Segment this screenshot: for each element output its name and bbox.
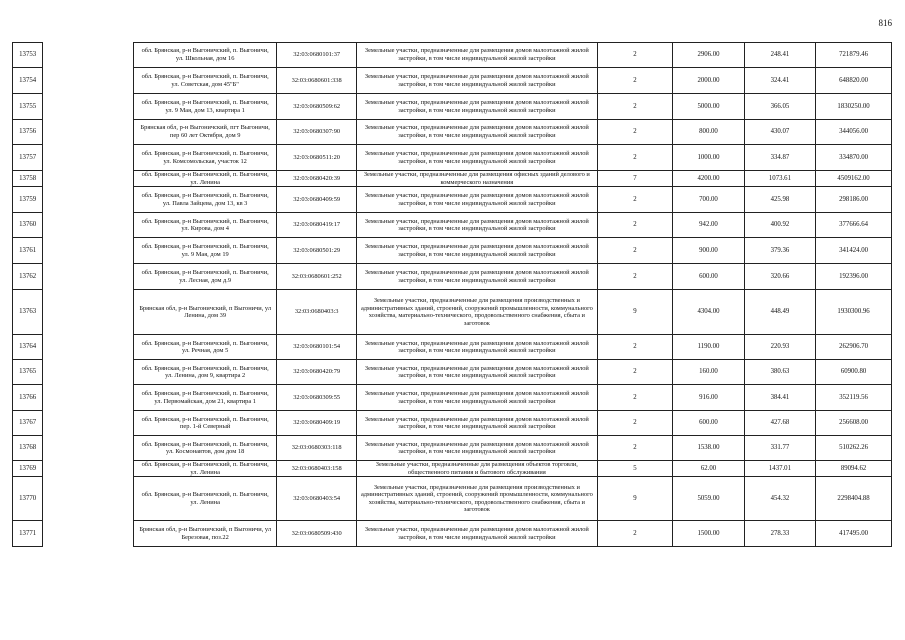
specific-value-cell: 400.92 <box>744 213 815 238</box>
address-cell: Брянская обл, р-н Выгоничский, п Выгоничи, ул Березовая, поз.22 <box>134 521 277 547</box>
cadastral-value-cell: 648820.00 <box>816 68 892 94</box>
area-cell: 5059.00 <box>673 477 744 521</box>
area-cell: 4304.00 <box>673 290 744 335</box>
row-number-cell: 13770 <box>13 477 43 521</box>
specific-value-cell: 1437.01 <box>744 461 815 477</box>
spacer-cell <box>43 264 134 290</box>
table-row <box>13 187 892 213</box>
address-cell: обл. Брянская, р-н Выгоничский, п. Выгоничи, ул. 9 Мая, дом 19 <box>134 238 277 264</box>
table-row <box>13 43 892 68</box>
group-cell: 2 <box>597 68 673 94</box>
address-cell: обл. Брянская, р-н Выгоничский, п. Выгоничи, ул. 9 Мая, дом 13, квартира 1 <box>134 94 277 120</box>
address-cell: обл. Брянская, р-н Выгоничский, п. Выгоничи, пер. 1-й Северный <box>134 411 277 436</box>
land-use-cell: Земельные участки, предназначенные для размещения домов малоэтажной жилой застройки, в том числе индивидуальной жилой застройки <box>357 335 597 360</box>
specific-value-cell: 248.41 <box>744 43 815 68</box>
cadastral-number-cell: 32:03:0680403:3 <box>277 290 357 335</box>
land-use-cell: Земельные участки, предназначенные для размещения домов малоэтажной жилой застройки, в том числе индивидуальной жилой застройки <box>357 411 597 436</box>
land-use-cell: Земельные участки, предназначенные для размещения производственных и административных зданий, строений, сооружений промышленности, коммунального хозяйства, материально-технического, продовольственного снабжения, сбыта и заготовок <box>357 290 597 335</box>
address-cell: обл. Брянская, р-н Выгоничский, п. Выгоничи, ул. Ленина <box>134 171 277 187</box>
cadastral-value-cell: 256608.00 <box>816 411 892 436</box>
area-cell: 700.00 <box>673 187 744 213</box>
spacer-cell <box>43 521 134 547</box>
row-number-cell: 13754 <box>13 68 43 94</box>
table-row <box>13 477 892 521</box>
row-number-cell: 13758 <box>13 171 43 187</box>
row-number-cell: 13766 <box>13 385 43 411</box>
area-cell: 2000.00 <box>673 68 744 94</box>
group-cell: 2 <box>597 213 673 238</box>
row-number-cell: 13767 <box>13 411 43 436</box>
cadastral-value-cell: 344056.00 <box>816 120 892 145</box>
spacer-cell <box>43 238 134 264</box>
row-number-cell: 13763 <box>13 290 43 335</box>
cadastral-number-cell: 32:03:0680601:338 <box>277 68 357 94</box>
row-number-cell: 13762 <box>13 264 43 290</box>
address-cell: обл. Брянская, р-н Выгоничский, п. Выгоничи, ул. Кирова, дом 4 <box>134 213 277 238</box>
cadastral-number-cell: 32:03:0680101:54 <box>277 335 357 360</box>
area-cell: 4200.00 <box>673 171 744 187</box>
cadastral-number-cell: 32:03:0680509:430 <box>277 521 357 547</box>
table-row <box>13 264 892 290</box>
area-cell: 1538.00 <box>673 436 744 461</box>
address-cell: Брянская обл, р-н Выгоничский, п Выгоничи, ул Ленина, дом 39 <box>134 290 277 335</box>
area-cell: 916.00 <box>673 385 744 411</box>
group-cell: 9 <box>597 290 673 335</box>
cadastral-value-cell: 377666.64 <box>816 213 892 238</box>
cadastral-value-cell: 417495.00 <box>816 521 892 547</box>
address-cell: обл. Брянская, р-н Выгоничский, п. Выгоничи, ул. Ленина, дом 9, квартира 2 <box>134 360 277 385</box>
address-cell: обл. Брянская, р-н Выгоничский, п. Выгоничи, ул. Речная, дом 5 <box>134 335 277 360</box>
cadastral-number-cell: 32:03:0680601:252 <box>277 264 357 290</box>
land-use-cell: Земельные участки, предназначенные для размещения домов малоэтажной жилой застройки, в том числе индивидуальной жилой застройки <box>357 264 597 290</box>
cadastral-number-cell: 32:03:0680420:79 <box>277 360 357 385</box>
group-cell: 9 <box>597 477 673 521</box>
cadastral-value-cell: 60900.80 <box>816 360 892 385</box>
row-number-cell: 13759 <box>13 187 43 213</box>
specific-value-cell: 278.33 <box>744 521 815 547</box>
cadastral-value-cell: 262906.70 <box>816 335 892 360</box>
spacer-cell <box>43 187 134 213</box>
cadastral-value-cell: 352119.56 <box>816 385 892 411</box>
land-use-cell: Земельные участки, предназначенные для размещения объектов торговли, общественного питания и бытового обслуживания <box>357 461 597 477</box>
cadastral-number-cell: 32:03:0680303:118 <box>277 436 357 461</box>
table-row <box>13 360 892 385</box>
table-row <box>13 385 892 411</box>
specific-value-cell: 220.93 <box>744 335 815 360</box>
cadastral-number-cell: 32:03:0680501:29 <box>277 238 357 264</box>
cadastral-value-cell: 341424.00 <box>816 238 892 264</box>
group-cell: 2 <box>597 360 673 385</box>
row-number-cell: 13771 <box>13 521 43 547</box>
cadastral-value-cell: 1830250.00 <box>816 94 892 120</box>
land-use-cell: Земельные участки, предназначенные для размещения домов малоэтажной жилой застройки, в том числе индивидуальной жилой застройки <box>357 187 597 213</box>
row-number-cell: 13753 <box>13 43 43 68</box>
address-cell: обл. Брянская, р-н Выгоничский, п. Выгоничи, ул. Советская, дом 45"Б" <box>134 68 277 94</box>
land-use-cell: Земельные участки, предназначенные для размещения домов малоэтажной жилой застройки, в том числе индивидуальной жилой застройки <box>357 238 597 264</box>
cadastral-number-cell: 32:03:0680309:55 <box>277 385 357 411</box>
area-cell: 160.00 <box>673 360 744 385</box>
land-use-cell: Земельные участки, предназначенные для размещения домов малоэтажной жилой застройки, в том числе индивидуальной жилой застройки <box>357 68 597 94</box>
specific-value-cell: 379.36 <box>744 238 815 264</box>
specific-value-cell: 324.41 <box>744 68 815 94</box>
area-cell: 800.00 <box>673 120 744 145</box>
land-use-cell: Земельные участки, предназначенные для размещения офисных зданий делового и коммерческого назначения <box>357 171 597 187</box>
area-cell: 2906.00 <box>673 43 744 68</box>
group-cell: 2 <box>597 187 673 213</box>
group-cell: 2 <box>597 145 673 171</box>
row-number-cell: 13765 <box>13 360 43 385</box>
land-use-cell: Земельные участки, предназначенные для размещения домов малоэтажной жилой застройки, в том числе индивидуальной жилой застройки <box>357 213 597 238</box>
specific-value-cell: 448.49 <box>744 290 815 335</box>
group-cell: 2 <box>597 120 673 145</box>
cadastral-value-cell: 1930300.96 <box>816 290 892 335</box>
row-number-cell: 13756 <box>13 120 43 145</box>
row-number-cell: 13764 <box>13 335 43 360</box>
row-number-cell: 13761 <box>13 238 43 264</box>
spacer-cell <box>43 360 134 385</box>
area-cell: 62.00 <box>673 461 744 477</box>
cadastral-number-cell: 32:03:0680307:90 <box>277 120 357 145</box>
group-cell: 2 <box>597 411 673 436</box>
spacer-cell <box>43 68 134 94</box>
area-cell: 1500.00 <box>673 521 744 547</box>
area-cell: 600.00 <box>673 264 744 290</box>
area-cell: 5000.00 <box>673 94 744 120</box>
address-cell: обл. Брянская, р-н Выгоничский, п. Выгоничи, ул. Первомайская, дом 21, квартира 1 <box>134 385 277 411</box>
table-row <box>13 145 892 171</box>
spacer-cell <box>43 290 134 335</box>
spacer-cell <box>43 43 134 68</box>
specific-value-cell: 320.66 <box>744 264 815 290</box>
spacer-cell <box>43 436 134 461</box>
row-number-cell: 13760 <box>13 213 43 238</box>
cadastral-number-cell: 32:03:0680509:62 <box>277 94 357 120</box>
address-cell: Брянская обл, р-н Выгоничский, пгт Выгоничи, пер 60 лет Октября, дом 9 <box>134 120 277 145</box>
cadastral-number-cell: 32:03:0680419:17 <box>277 213 357 238</box>
land-use-cell: Земельные участки, предназначенные для размещения домов малоэтажной жилой застройки, в том числе индивидуальной жилой застройки <box>357 385 597 411</box>
land-use-cell: Земельные участки, предназначенные для размещения домов малоэтажной жилой застройки, в том числе индивидуальной жилой застройки <box>357 436 597 461</box>
table-row <box>13 461 892 477</box>
cadastral-value-cell: 2298404.88 <box>816 477 892 521</box>
table-row <box>13 94 892 120</box>
table-row <box>13 521 892 547</box>
land-use-cell: Земельные участки, предназначенные для размещения домов малоэтажной жилой застройки, в том числе индивидуальной жилой застройки <box>357 145 597 171</box>
group-cell: 2 <box>597 335 673 360</box>
cadastral-number-cell: 32:03:0680511:20 <box>277 145 357 171</box>
address-cell: обл. Брянская, р-н Выгоничский, п. Выгоничи, ул. Комсомольская, участок 12 <box>134 145 277 171</box>
spacer-cell <box>43 411 134 436</box>
table-row <box>13 411 892 436</box>
cadastral-number-cell: 32:03:0680409:19 <box>277 411 357 436</box>
spacer-cell <box>43 213 134 238</box>
area-cell: 942.00 <box>673 213 744 238</box>
group-cell: 2 <box>597 385 673 411</box>
specific-value-cell: 425.98 <box>744 187 815 213</box>
land-use-cell: Земельные участки, предназначенные для размещения производственных и административных зданий, строений, сооружений промышленности, коммунального хозяйства, материально-технического, продовольственного снабжения, сбыта и заготовок <box>357 477 597 521</box>
land-registry-table <box>12 42 892 547</box>
specific-value-cell: 366.05 <box>744 94 815 120</box>
spacer-cell <box>43 461 134 477</box>
table-row <box>13 213 892 238</box>
cadastral-value-cell: 4509162.00 <box>816 171 892 187</box>
specific-value-cell: 1073.61 <box>744 171 815 187</box>
spacer-cell <box>43 145 134 171</box>
spacer-cell <box>43 94 134 120</box>
group-cell: 7 <box>597 171 673 187</box>
land-use-cell: Земельные участки, предназначенные для размещения домов малоэтажной жилой застройки, в том числе индивидуальной жилой застройки <box>357 43 597 68</box>
cadastral-value-cell: 298186.00 <box>816 187 892 213</box>
area-cell: 900.00 <box>673 238 744 264</box>
address-cell: обл. Брянская, р-н Выгоничский, п. Выгоничи, ул. Ленина <box>134 477 277 521</box>
specific-value-cell: 454.32 <box>744 477 815 521</box>
row-number-cell: 13769 <box>13 461 43 477</box>
area-cell: 1000.00 <box>673 145 744 171</box>
land-use-cell: Земельные участки, предназначенные для размещения домов малоэтажной жилой застройки, в том числе индивидуальной жилой застройки <box>357 521 597 547</box>
area-cell: 600.00 <box>673 411 744 436</box>
spacer-cell <box>43 335 134 360</box>
group-cell: 2 <box>597 521 673 547</box>
cadastral-value-cell: 192396.00 <box>816 264 892 290</box>
cadastral-value-cell: 334870.00 <box>816 145 892 171</box>
page-number: 816 <box>878 18 892 28</box>
address-cell: обл. Брянская, р-н Выгоничский, п. Выгоничи, ул. Лесная, дом д.9 <box>134 264 277 290</box>
group-cell: 2 <box>597 436 673 461</box>
specific-value-cell: 430.07 <box>744 120 815 145</box>
spacer-cell <box>43 120 134 145</box>
table-row <box>13 171 892 187</box>
spacer-cell <box>43 385 134 411</box>
specific-value-cell: 427.68 <box>744 411 815 436</box>
specific-value-cell: 331.77 <box>744 436 815 461</box>
address-cell: обл. Брянская, р-н Выгоничский, п. Выгоничи, ул. Павла Зайцева, дом 13, кв 3 <box>134 187 277 213</box>
group-cell: 2 <box>597 94 673 120</box>
table-row <box>13 436 892 461</box>
land-use-cell: Земельные участки, предназначенные для размещения домов малоэтажной жилой застройки, в том числе индивидуальной жилой застройки <box>357 120 597 145</box>
table-row <box>13 68 892 94</box>
table-row <box>13 290 892 335</box>
specific-value-cell: 384.41 <box>744 385 815 411</box>
cadastral-number-cell: 32:03:0680403:158 <box>277 461 357 477</box>
spacer-cell <box>43 171 134 187</box>
spacer-cell <box>43 477 134 521</box>
cadastral-value-cell: 721879.46 <box>816 43 892 68</box>
table-row <box>13 120 892 145</box>
group-cell: 5 <box>597 461 673 477</box>
land-use-cell: Земельные участки, предназначенные для размещения домов малоэтажной жилой застройки, в том числе индивидуальной жилой застройки <box>357 360 597 385</box>
address-cell: обл. Брянская, р-н Выгоничский, п. Выгоничи, ул. Школьная, дом 16 <box>134 43 277 68</box>
group-cell: 2 <box>597 238 673 264</box>
cadastral-value-cell: 89094.62 <box>816 461 892 477</box>
cadastral-number-cell: 32:03:0680420:39 <box>277 171 357 187</box>
land-use-cell: Земельные участки, предназначенные для размещения домов малоэтажной жилой застройки, в том числе индивидуальной жилой застройки <box>357 94 597 120</box>
cadastral-number-cell: 32:03:0680101:37 <box>277 43 357 68</box>
row-number-cell: 13757 <box>13 145 43 171</box>
specific-value-cell: 334.87 <box>744 145 815 171</box>
row-number-cell: 13768 <box>13 436 43 461</box>
table-row <box>13 238 892 264</box>
cadastral-number-cell: 32:03:0680409:59 <box>277 187 357 213</box>
cadastral-value-cell: 510262.26 <box>816 436 892 461</box>
group-cell: 2 <box>597 43 673 68</box>
group-cell: 2 <box>597 264 673 290</box>
address-cell: обл. Брянская, р-н Выгоничский, п. Выгоничи, ул. Ленина <box>134 461 277 477</box>
table-row <box>13 335 892 360</box>
cadastral-number-cell: 32:03:0680403:54 <box>277 477 357 521</box>
specific-value-cell: 380.63 <box>744 360 815 385</box>
row-number-cell: 13755 <box>13 94 43 120</box>
area-cell: 1190.00 <box>673 335 744 360</box>
address-cell: обл. Брянская, р-н Выгоничский, п. Выгоничи, ул. Космонавтов, дом дом 18 <box>134 436 277 461</box>
